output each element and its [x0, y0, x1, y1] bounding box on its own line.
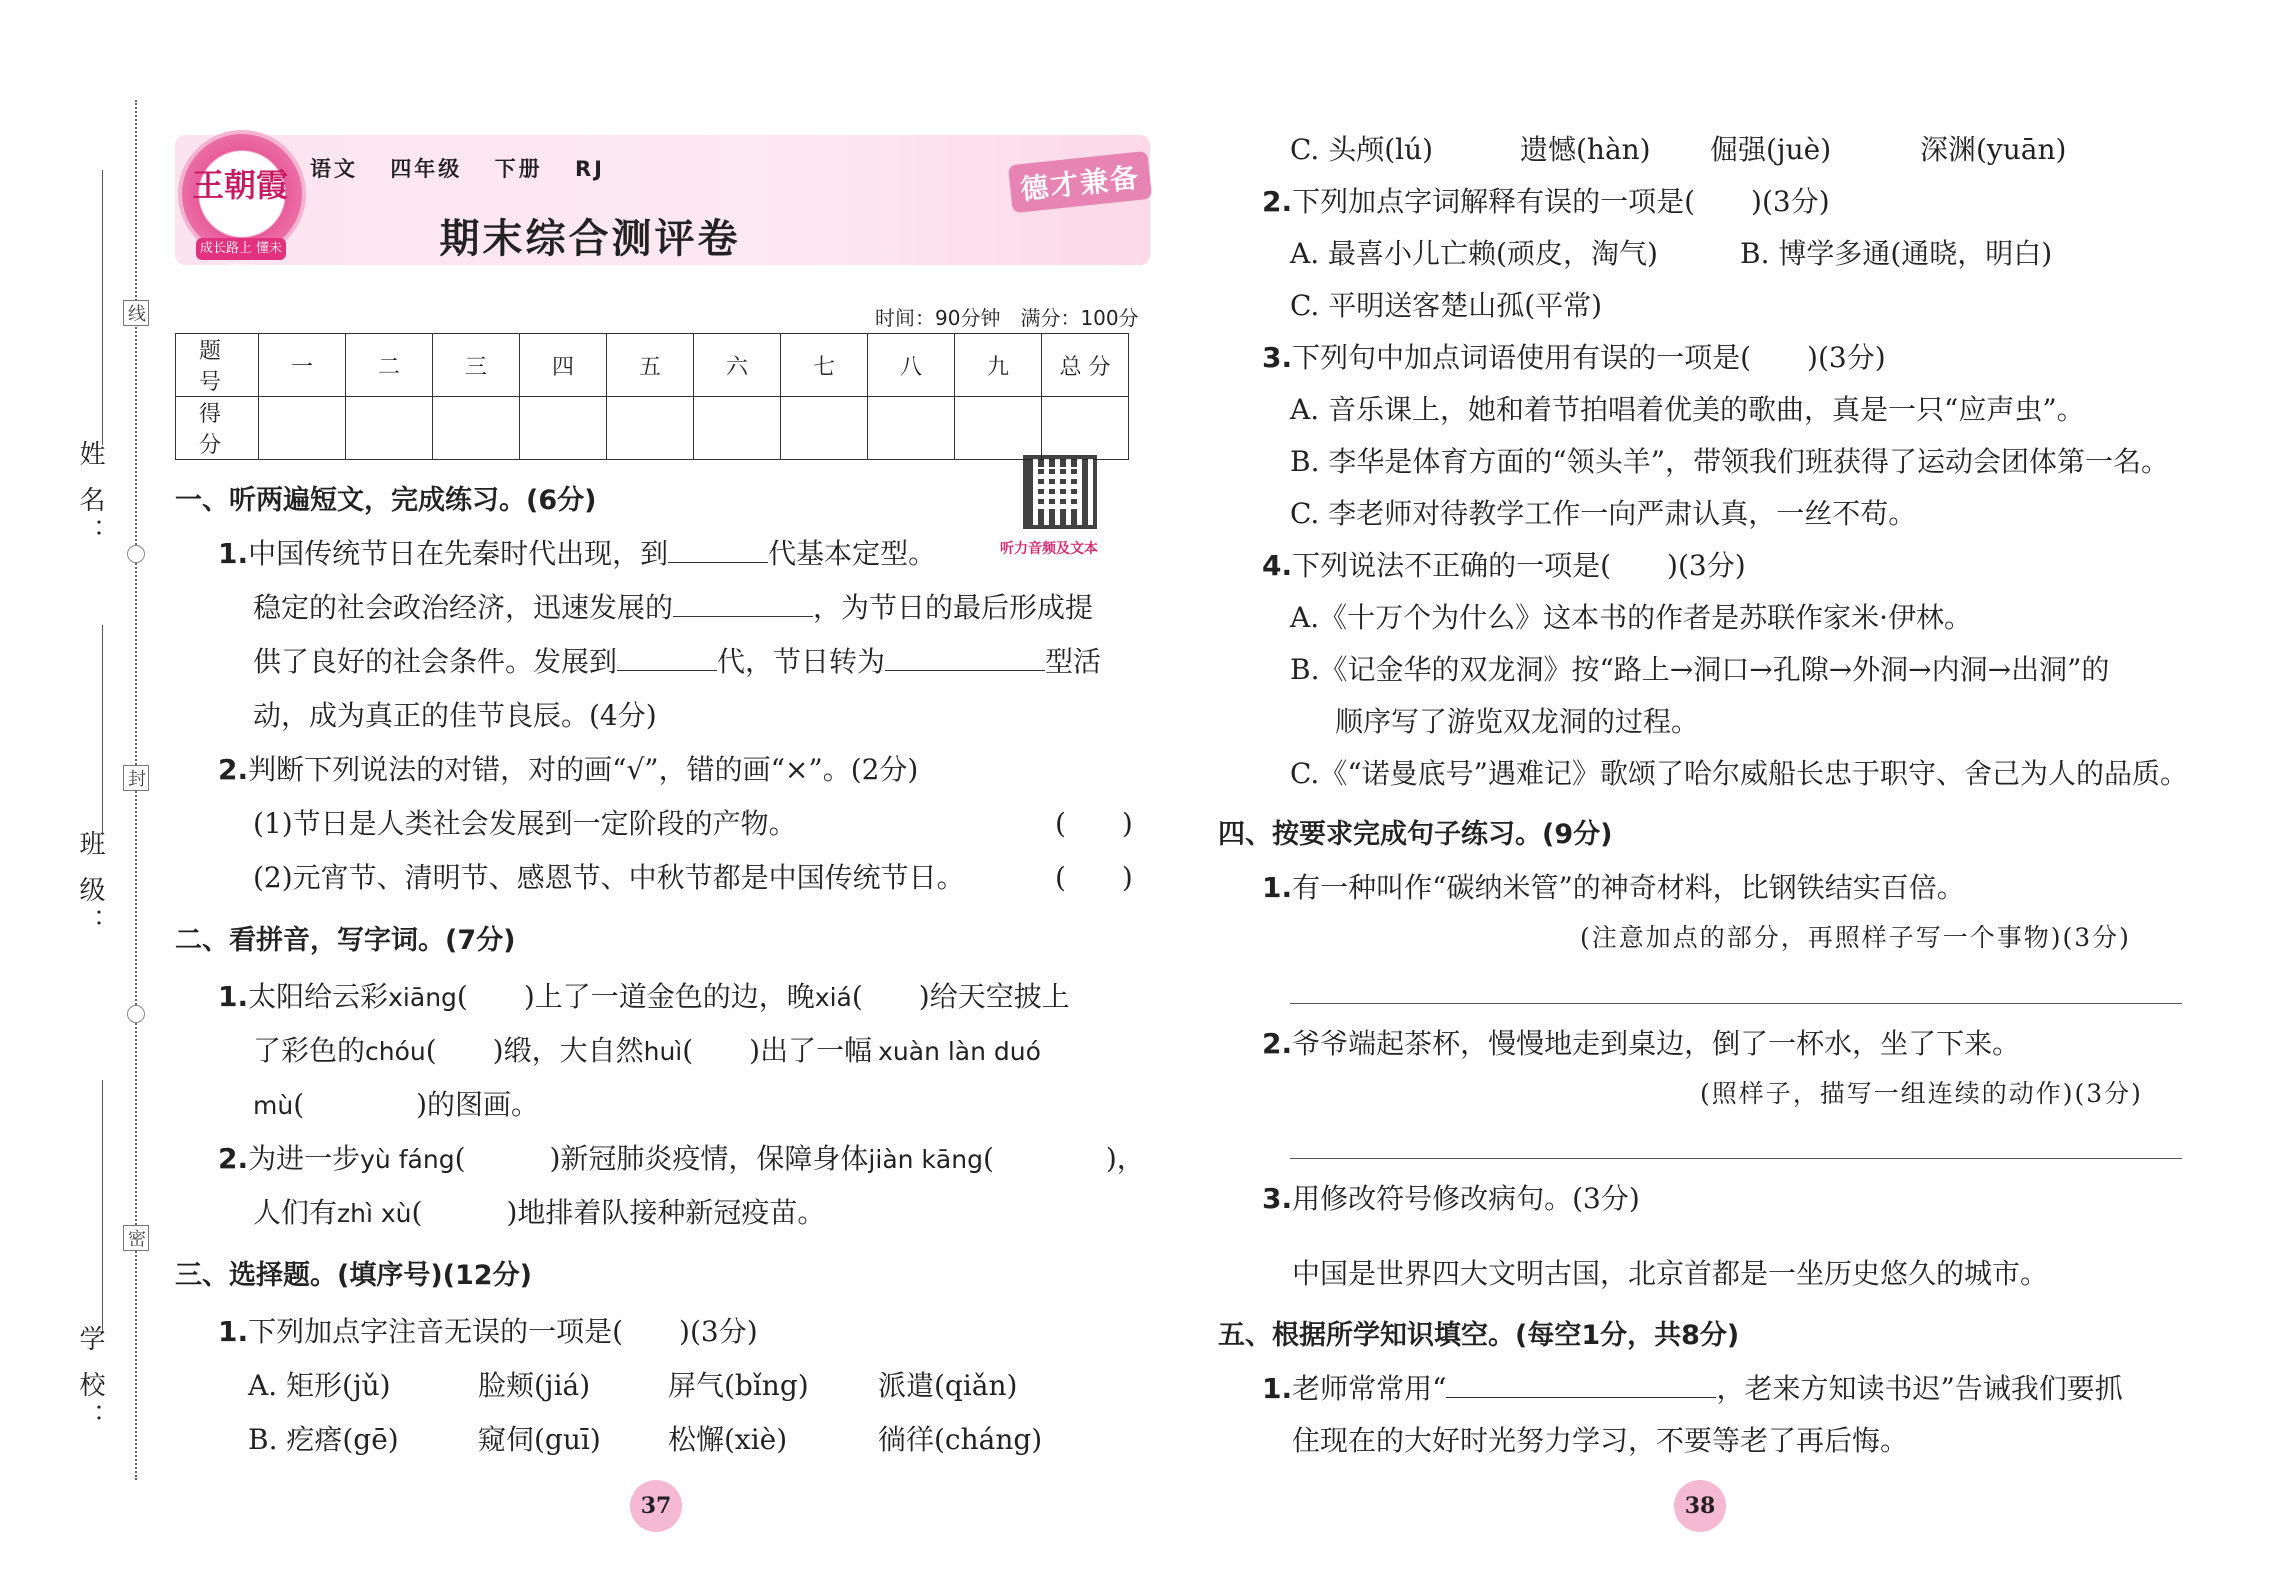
answer-blank[interactable] — [668, 538, 768, 563]
q1-line-4: 动，成为真正的佳节良辰。(4分) — [253, 699, 657, 732]
score-input-cell[interactable] — [1042, 397, 1129, 460]
pinyin-q2-line-1 — [218, 1137, 1145, 1177]
pinyin: zhì xù — [337, 1199, 412, 1228]
score-cell: 七 — [781, 334, 868, 397]
choice-q1-option-a: 屏气(bǐng) — [668, 1369, 809, 1402]
score-table-score-row — [176, 397, 1129, 460]
rewrite-q1-number: 1. — [1262, 871, 1293, 904]
q1-text: 代，节日转为 — [717, 645, 886, 678]
q1-number: 1. — [218, 537, 249, 570]
choice-q4-option-a: A.《十万个为什么》这本书的作者是苏联作家米·伊林。 — [1290, 601, 1973, 634]
score-input-cell[interactable] — [259, 397, 346, 460]
pinyin-text: 了彩色的 — [253, 1034, 366, 1067]
score-input-cell[interactable] — [433, 397, 520, 460]
seal-line-mark: 线 — [123, 300, 149, 326]
fill-q1-line-1 — [1262, 1367, 2123, 1407]
rewrite-q2-answer-line[interactable] — [1290, 1158, 2182, 1159]
score-input-cell[interactable] — [955, 397, 1042, 460]
score-table-header-row — [176, 334, 1129, 397]
choice-q4-text[interactable]: 下列说法不正确的一项是( )(3分) — [1292, 549, 1746, 582]
school-label: 学 校： — [75, 1325, 105, 1436]
name-write-line[interactable] — [102, 170, 103, 445]
pinyin-text[interactable]: ( )缎，大自然 — [425, 1034, 644, 1067]
q2-line — [218, 748, 918, 788]
choice-q1-option-b: 窥伺(guī) — [478, 1423, 601, 1456]
choice-q1-line — [218, 1310, 758, 1350]
score-input-cell[interactable] — [607, 397, 694, 460]
choice-q1-option-b: 松懈(xiè) — [668, 1423, 788, 1456]
answer-blank[interactable] — [885, 646, 1045, 671]
score-input-cell[interactable] — [868, 397, 955, 460]
choice-q3-number: 3. — [1262, 341, 1293, 374]
pinyin-q1-number: 1. — [218, 980, 249, 1013]
choice-q4-option-b: B.《记金华的双龙洞》按“路上→洞口→孔隙→外洞→内洞→出洞”的 — [1290, 653, 2110, 686]
q1-text: 供了良好的社会条件。发展到 — [253, 645, 618, 678]
pinyin-text: 太阳给云彩 — [248, 980, 389, 1013]
pinyin: chóu — [365, 1037, 426, 1066]
answer-blank[interactable] — [1446, 1373, 1716, 1398]
page-title: 期末综合测评卷 — [439, 216, 741, 262]
choice-q1-option-b: B. 疙瘩(gē) — [248, 1423, 399, 1456]
judge-answer-box[interactable]: ( ) — [1055, 807, 1133, 840]
brand-name: 王朝霞 — [191, 166, 288, 204]
pinyin-q1-line-2 — [253, 1029, 1041, 1069]
term: 下册 — [494, 157, 543, 181]
q1-text: ，为节日的最后形成提 — [813, 591, 1094, 624]
choice-q1-option-c: C. 头颅(lú) — [1290, 133, 1434, 166]
section-1-title: 一、听两遍短文，完成练习。(6分) — [175, 485, 597, 516]
choice-q2-text[interactable]: 下列加点字词解释有误的一项是( )(3分) — [1292, 185, 1830, 218]
score-input-cell[interactable] — [520, 397, 607, 460]
score-cell: 六 — [694, 334, 781, 397]
pinyin-text[interactable]: ( )出了一幅 — [682, 1034, 873, 1067]
rewrite-q2-number: 2. — [1262, 1027, 1293, 1060]
time-info: 时间：90分钟 满分：100分 — [875, 306, 1139, 330]
q2-text: 判断下列说法的对错，对的画“√”，错的画“×”。(2分) — [248, 753, 919, 786]
pinyin-text[interactable]: ( )， — [982, 1142, 1145, 1175]
rewrite-q3-line — [1262, 1177, 1640, 1217]
fill-q1-line-2: 住现在的大好时光努力学习，不要等老了再后悔。 — [1292, 1424, 1909, 1457]
score-cell: 三 — [433, 334, 520, 397]
score-input-cell[interactable] — [781, 397, 868, 460]
choice-q3-line — [1262, 336, 1886, 376]
score-input-cell[interactable] — [694, 397, 781, 460]
rewrite-q2-note: (照样子，描写一组连续的动作)(3分) — [1700, 1079, 2143, 1108]
answer-blank[interactable] — [673, 592, 813, 617]
section-3-title: 三、选择题。(填序号)(12分) — [175, 1260, 532, 1291]
pinyin: xuàn làn duó — [878, 1037, 1041, 1066]
fill-q1-number: 1. — [1262, 1372, 1293, 1405]
name-label: 姓 名： — [75, 440, 105, 551]
score-cell: 五 — [607, 334, 694, 397]
q2-item-2: (2)元宵节、清明节、感恩节、中秋节都是中国传统节日。 — [253, 861, 965, 894]
choice-q4-option-b-cont: 顺序写了游览双龙洞的过程。 — [1335, 705, 1700, 738]
score-cell: 四 — [520, 334, 607, 397]
q1-line-3 — [253, 640, 1101, 680]
score-table — [175, 333, 1129, 460]
choice-q2-option-a: A. 最喜小儿亡赖(顽皮，淘气) — [1290, 237, 1658, 270]
choice-q1-option-a: A. 矩形(jǔ) — [248, 1369, 391, 1402]
pinyin: jiàn kāng — [868, 1145, 983, 1174]
score-row-label: 得 分 — [176, 397, 259, 460]
choice-q3-option-a: A. 音乐课上，她和着节拍唱着优美的歌曲，真是一只“应声虫”。 — [1290, 393, 2085, 426]
seal-seal-mark: 封 — [123, 765, 149, 791]
choice-q2-line — [1262, 180, 1830, 220]
score-cell: 二 — [346, 334, 433, 397]
pinyin-q2-line-2 — [253, 1191, 825, 1231]
page-number-right: 38 — [1674, 1480, 1726, 1532]
fill-q1-text: ，老来方知读书迟”告诫我们要抓 — [1716, 1372, 2123, 1405]
pinyin: mù — [253, 1091, 294, 1120]
subject: 语文 — [310, 157, 358, 181]
rewrite-q1-text: 有一种叫作“碳纳米管”的神奇材料，比钢铁结实百倍。 — [1292, 871, 1965, 904]
section-4-title: 四、按要求完成句子练习。(9分) — [1218, 819, 1613, 850]
edition: RJ — [574, 157, 605, 181]
q1-line-2 — [253, 586, 1093, 626]
choice-q1-option-a: 脸颊(jiá) — [478, 1369, 591, 1402]
judge-answer-box[interactable]: ( ) — [1055, 861, 1133, 894]
q1-text: 代基本定型。 — [768, 537, 937, 570]
choice-q1-text[interactable]: 下列加点字注音无误的一项是( )(3分) — [248, 1315, 758, 1348]
rewrite-q3-text: 用修改符号修改病句。(3分) — [1292, 1182, 1640, 1215]
subject-line — [310, 153, 627, 183]
class-write-line[interactable] — [102, 625, 103, 835]
q2-number: 2. — [218, 753, 249, 786]
pinyin: xiá — [814, 983, 852, 1012]
seal-secret-mark: 密 — [123, 1225, 149, 1251]
qr-code-pattern — [1035, 467, 1077, 509]
pinyin: yù fáng — [360, 1145, 455, 1174]
pinyin-q2-number: 2. — [218, 1142, 249, 1175]
score-input-cell[interactable] — [346, 397, 433, 460]
choice-q1-option-c: 深渊(yuān) — [1920, 133, 2067, 166]
pinyin-text[interactable]: ( )地排着队接种新冠疫苗。 — [411, 1196, 826, 1229]
page-number-left: 37 — [630, 1480, 682, 1532]
rewrite-q3-sentence[interactable]: 中国是世界四大文明古国，北京首都是一坐历史悠久的城市。 — [1292, 1257, 2049, 1290]
rewrite-q2-line — [1262, 1022, 2020, 1062]
q1-line-1 — [218, 532, 936, 572]
score-cell: 总 分 — [1042, 334, 1129, 397]
q1-text: 中国传统节日在先秦时代出现，到 — [248, 537, 669, 570]
score-cell: 一 — [259, 334, 346, 397]
choice-q4-option-c: C.《“诺曼底号”遇难记》歌颂了哈尔威船长忠于职守、舍己为人的品质。 — [1290, 757, 2188, 790]
pinyin-q1-line-1 — [218, 975, 1070, 1015]
choice-q4-number: 4. — [1262, 549, 1293, 582]
pinyin-text[interactable]: ( )给天空披上 — [851, 980, 1070, 1013]
section-2-title: 二、看拼音，写字词。(7分) — [175, 925, 516, 956]
q1-text: 型活 — [1045, 645, 1102, 678]
pinyin-text: 为进一步 — [248, 1142, 361, 1175]
choice-q1-option-c: 倔强(juè) — [1710, 133, 1832, 166]
choice-q4-line — [1262, 544, 1746, 584]
pinyin: xiāng — [388, 983, 457, 1012]
grade: 四年级 — [390, 157, 463, 181]
choice-q2-option-c: C. 平明送客楚山孤(平常) — [1290, 289, 1603, 322]
pinyin: huì — [643, 1037, 683, 1066]
pinyin-text: 人们有 — [253, 1196, 338, 1229]
choice-q2-option-b: B. 博学多通(通晓，明白) — [1740, 237, 2053, 270]
answer-blank[interactable] — [617, 646, 717, 671]
q2-item-1: (1)节日是人类社会发展到一定阶段的产物。 — [253, 807, 797, 840]
choice-q1-option-b: 徜徉(cháng) — [878, 1423, 1043, 1456]
choice-q1-number: 1. — [218, 1315, 249, 1348]
section-5-title: 五、根据所学知识填空。(每空1分，共8分) — [1218, 1320, 1740, 1351]
fill-q1-text: 老师常常用“ — [1292, 1372, 1447, 1405]
choice-q1-option-c: 遗憾(hàn) — [1520, 133, 1651, 166]
qr-label: 听力音频及文本 — [1000, 541, 1098, 557]
pinyin-text[interactable]: ( )的图画。 — [293, 1088, 540, 1121]
rewrite-q1-answer-line[interactable] — [1290, 1003, 2182, 1004]
choice-q3-option-b: B. 李华是体育方面的“领头羊”，带领我们班获得了运动会团体第一名。 — [1290, 445, 2170, 478]
rewrite-q1-note: (注意加点的部分，再照样子写一个事物)(3分) — [1580, 923, 2131, 952]
choice-q2-number: 2. — [1262, 185, 1293, 218]
q1-text: 稳定的社会政治经济，迅速发展的 — [253, 591, 674, 624]
rewrite-q1-line — [1262, 866, 1965, 906]
choice-q3-option-c: C. 李老师对待教学工作一向严肃认真，一丝不苟。 — [1290, 497, 1917, 530]
choice-q1-option-a: 派遣(qiǎn) — [878, 1369, 1018, 1402]
pinyin-text[interactable]: ( )上了一道金色的边，晚 — [456, 980, 815, 1013]
score-cell: 题 号 — [176, 334, 259, 397]
slogan-badge: 德才兼备 — [1008, 151, 1152, 213]
brand-subtitle: 成长路上 懂未满天 — [196, 238, 286, 260]
binding-hole-icon — [127, 1005, 145, 1023]
rewrite-q3-number: 3. — [1262, 1182, 1293, 1215]
school-write-line[interactable] — [102, 1080, 103, 1330]
binding-hole-icon — [127, 545, 145, 563]
choice-q3-text[interactable]: 下列句中加点词语使用有误的一项是( )(3分) — [1292, 341, 1886, 374]
score-cell: 八 — [868, 334, 955, 397]
class-label: 班 级： — [75, 830, 105, 941]
pinyin-q1-line-3 — [253, 1083, 539, 1123]
rewrite-q2-text: 爷爷端起茶杯，慢慢地走到桌边，倒了一杯水，坐了下来。 — [1292, 1027, 2021, 1060]
score-cell: 九 — [955, 334, 1042, 397]
pinyin-text[interactable]: ( )新冠肺炎疫情，保障身体 — [454, 1142, 869, 1175]
